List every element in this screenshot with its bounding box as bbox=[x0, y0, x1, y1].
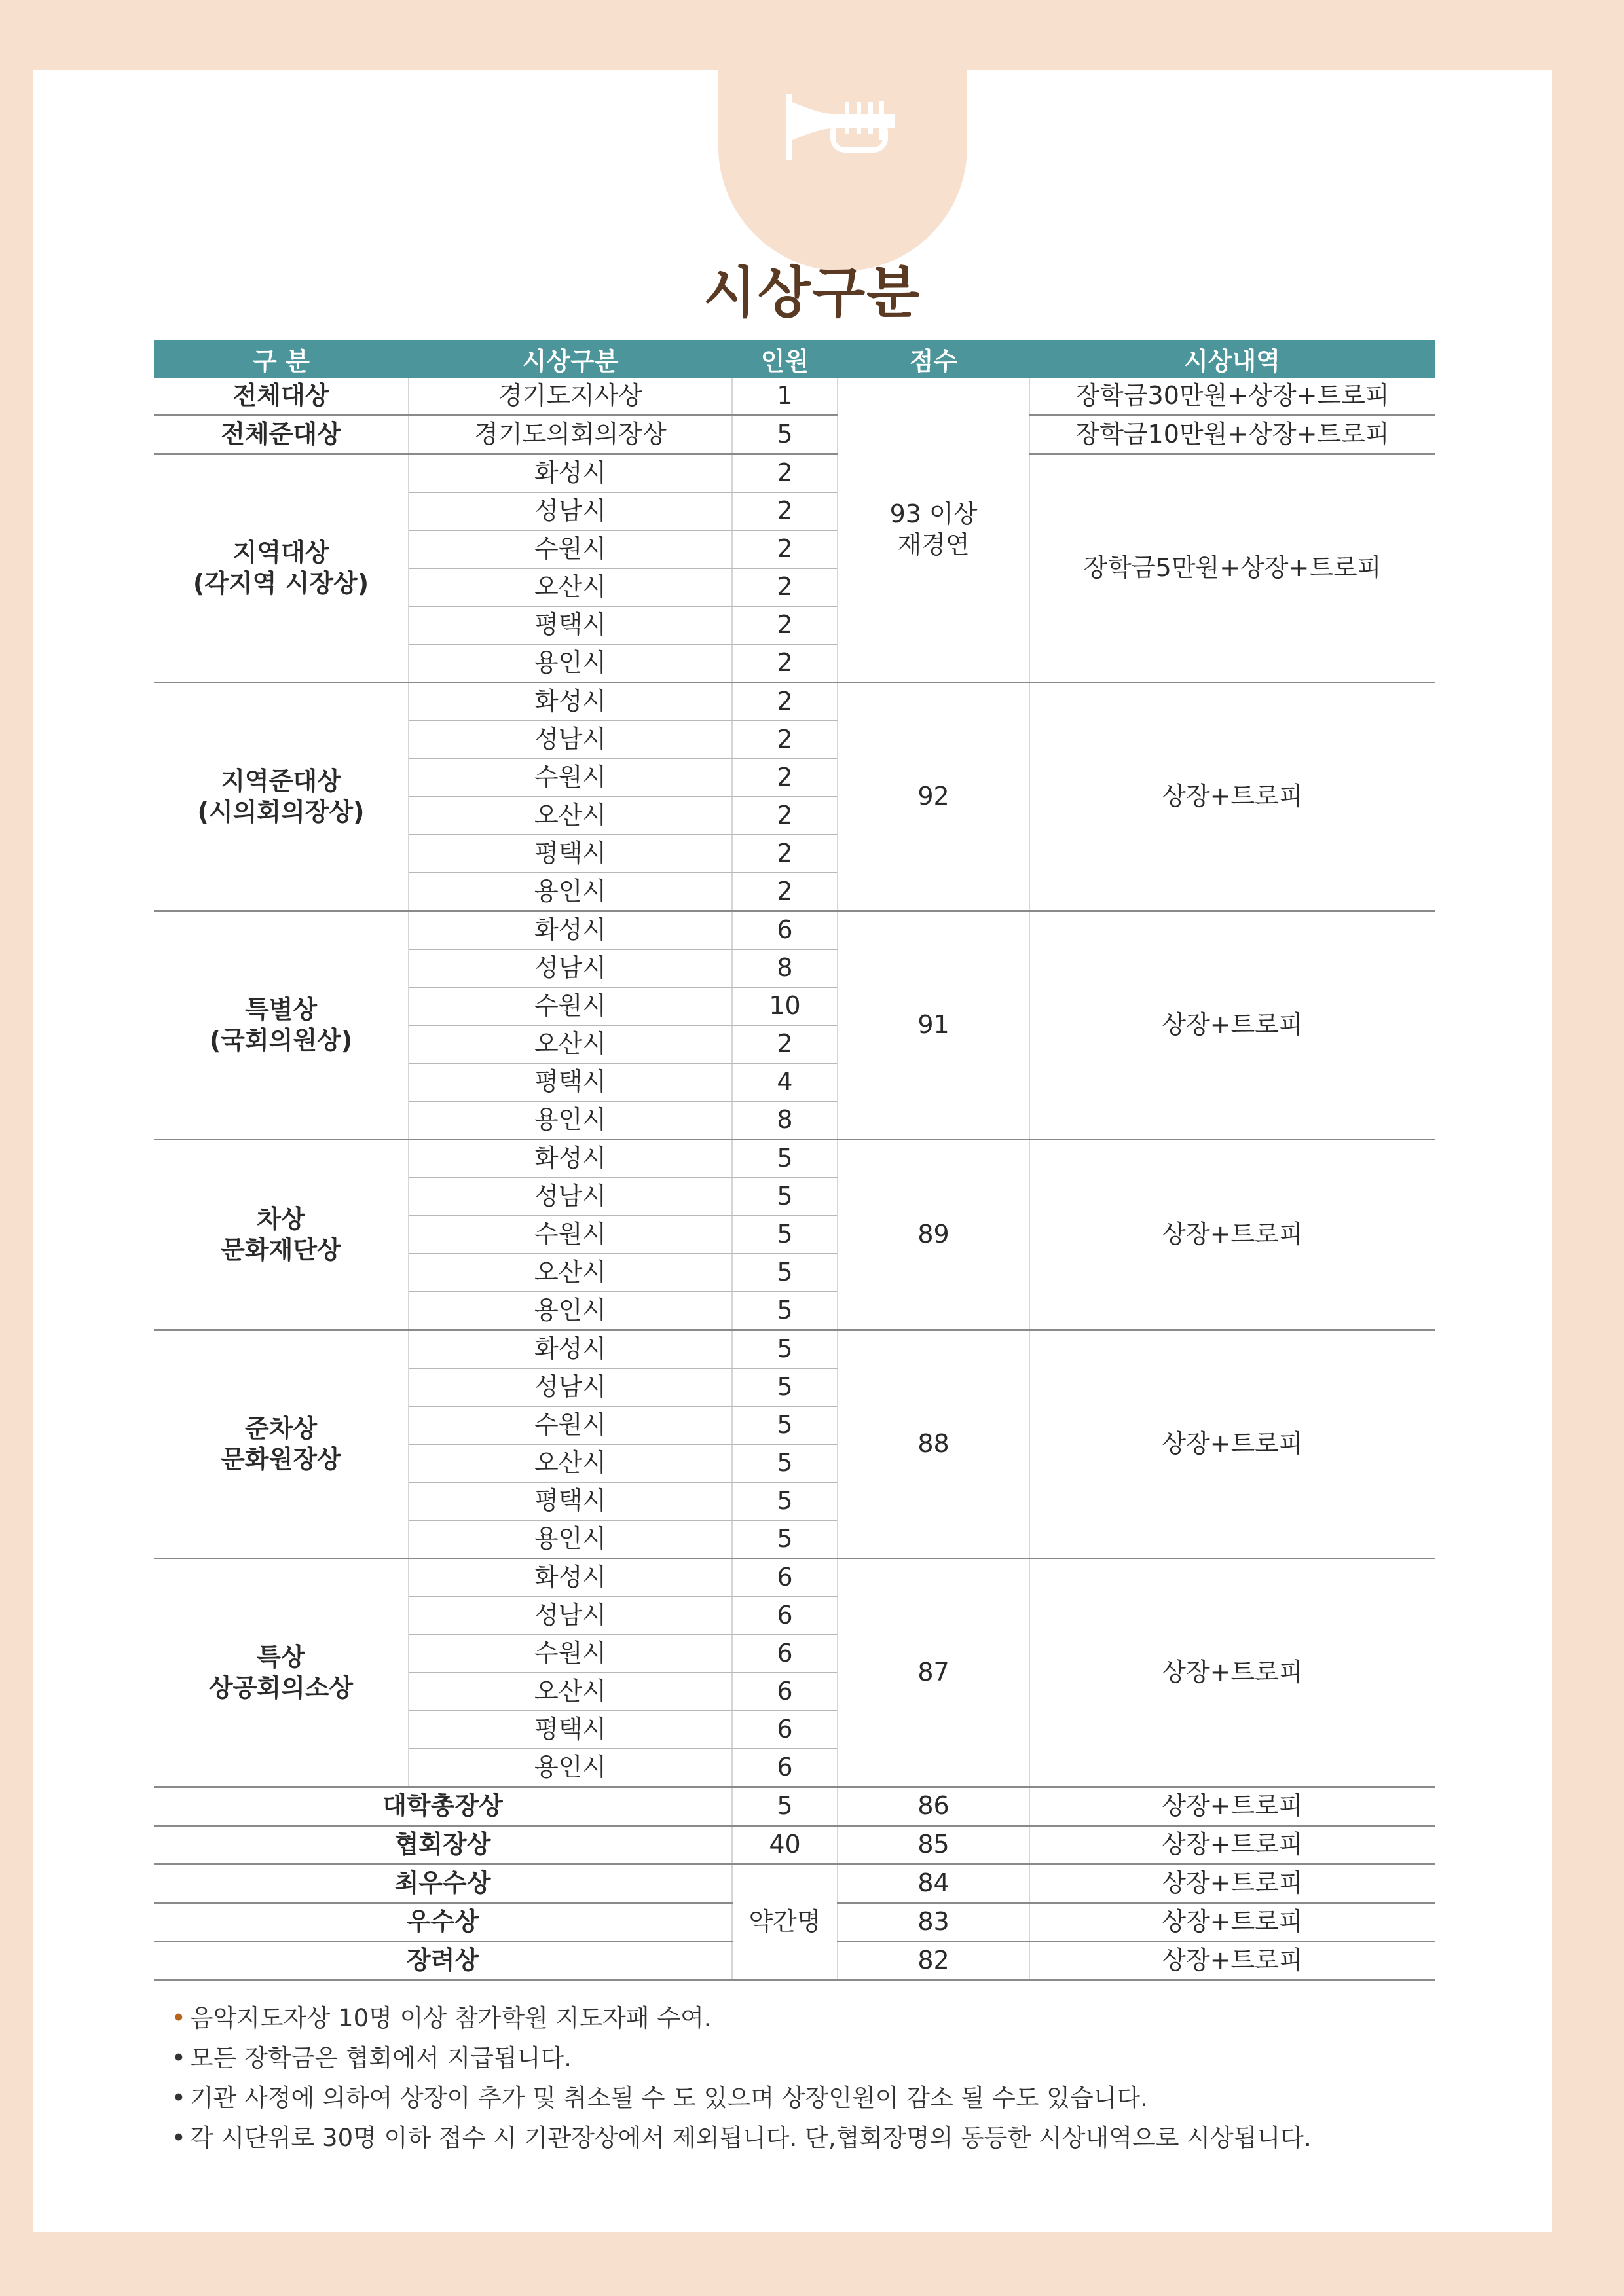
prize-cell: 상장+트로피 bbox=[1029, 911, 1435, 1140]
category-cell bbox=[154, 454, 409, 683]
note-text: 기관 사정에 의하여 상장이 추가 및 취소될 수 도 있으며 상장인원이 감소 될 수도 있습니다. bbox=[189, 2084, 1148, 2112]
table-row bbox=[154, 454, 1435, 493]
table-row bbox=[154, 1826, 1435, 1865]
count-cell: 2 bbox=[732, 1025, 838, 1063]
count-cell: 40 bbox=[732, 1826, 838, 1865]
city-cell: 용인시 bbox=[409, 1520, 732, 1559]
category-cell: 장려상 bbox=[154, 1942, 732, 1980]
city-cell: 성남시 bbox=[409, 949, 732, 987]
city-cell: 평택시 bbox=[409, 1063, 732, 1101]
category-cell: 최우수상 bbox=[154, 1865, 732, 1903]
count-cell: 5 bbox=[732, 1292, 838, 1330]
category-cell-line: (시의회의장상) bbox=[197, 797, 365, 826]
category-cell-line: 지역대상 bbox=[232, 538, 329, 567]
note-item bbox=[172, 1998, 1312, 2038]
count-cell: 2 bbox=[732, 721, 838, 759]
count-cell: 2 bbox=[732, 530, 838, 568]
category-cell: 협회장상 bbox=[154, 1826, 732, 1865]
count-cell: 2 bbox=[732, 644, 838, 683]
bullet-icon: • bbox=[172, 2004, 186, 2032]
category-cell bbox=[154, 1330, 409, 1559]
score-cell: 83 bbox=[838, 1903, 1029, 1942]
table-row bbox=[154, 1787, 1435, 1826]
city-cell: 수원시 bbox=[409, 759, 732, 797]
score-cell: 86 bbox=[838, 1787, 1029, 1826]
count-cell: 2 bbox=[732, 759, 838, 797]
city-cell: 수원시 bbox=[409, 530, 732, 568]
count-cell: 5 bbox=[732, 1254, 838, 1292]
count-cell: 6 bbox=[732, 911, 838, 950]
category-cell-line: 상공회의소상 bbox=[208, 1673, 354, 1702]
count-cell: 5 bbox=[732, 1330, 838, 1369]
score-cell-line: 재경연 bbox=[897, 530, 970, 559]
prize-cell: 상장+트로피 bbox=[1029, 1942, 1435, 1980]
city-cell: 용인시 bbox=[409, 644, 732, 683]
category-cell-line: 특별상 bbox=[244, 994, 318, 1024]
note-text: 음악지도자상 10명 이상 참가학원 지도자패 수여. bbox=[189, 2004, 712, 2032]
city-cell: 화성시 bbox=[409, 1330, 732, 1369]
count-cell: 1 bbox=[732, 378, 838, 416]
count-cell: 5 bbox=[732, 1520, 838, 1559]
header-category: 구 분 bbox=[154, 340, 409, 378]
city-cell: 용인시 bbox=[409, 1292, 732, 1330]
city-cell: 평택시 bbox=[409, 606, 732, 644]
count-cell: 6 bbox=[732, 1749, 838, 1787]
count-cell: 5 bbox=[732, 1216, 838, 1254]
count-cell: 5 bbox=[732, 1787, 838, 1826]
count-cell: 6 bbox=[732, 1673, 838, 1711]
count-cell: 약간명 bbox=[732, 1865, 838, 1980]
city-cell: 수원시 bbox=[409, 1635, 732, 1673]
category-cell bbox=[154, 1140, 409, 1330]
score-cell: 87 bbox=[838, 1559, 1029, 1787]
city-cell: 수원시 bbox=[409, 1216, 732, 1254]
count-cell: 2 bbox=[732, 454, 838, 493]
count-cell: 2 bbox=[732, 873, 838, 911]
score-cell-line: 93 이상 bbox=[889, 499, 978, 528]
table-row bbox=[154, 1330, 1435, 1369]
city-cell: 화성시 bbox=[409, 683, 732, 721]
city-cell: 성남시 bbox=[409, 1597, 732, 1635]
count-cell: 5 bbox=[732, 1140, 838, 1178]
city-cell: 오산시 bbox=[409, 1444, 732, 1482]
city-cell: 화성시 bbox=[409, 911, 732, 950]
table-row bbox=[154, 1865, 1435, 1903]
trumpet-icon bbox=[781, 88, 905, 166]
count-cell: 5 bbox=[732, 416, 838, 454]
score-cell: 92 bbox=[838, 683, 1029, 911]
count-cell: 2 bbox=[732, 835, 838, 873]
note-item bbox=[172, 2038, 1312, 2078]
category-cell-line: (각지역 시장상) bbox=[193, 569, 369, 598]
note-item bbox=[172, 2118, 1312, 2158]
city-cell: 화성시 bbox=[409, 454, 732, 493]
notes-list bbox=[172, 1998, 1312, 2158]
category-cell: 우수상 bbox=[154, 1903, 732, 1942]
prize-cell: 상장+트로피 bbox=[1029, 1559, 1435, 1787]
score-cell: 91 bbox=[838, 911, 1029, 1140]
count-cell: 2 bbox=[732, 568, 838, 606]
prize-cell: 상장+트로피 bbox=[1029, 1903, 1435, 1942]
table-row bbox=[154, 416, 1435, 454]
score-cell: 85 bbox=[838, 1826, 1029, 1865]
city-cell: 오산시 bbox=[409, 797, 732, 835]
count-cell: 6 bbox=[732, 1711, 838, 1749]
count-cell: 5 bbox=[732, 1482, 838, 1520]
count-cell: 6 bbox=[732, 1597, 838, 1635]
city-cell: 평택시 bbox=[409, 1482, 732, 1520]
city-cell: 용인시 bbox=[409, 873, 732, 911]
count-cell: 2 bbox=[732, 492, 838, 530]
award-cell: 경기도의회의장상 bbox=[409, 416, 732, 454]
prize-cell: 장학금5만원+상장+트로피 bbox=[1029, 454, 1435, 683]
table-body bbox=[154, 378, 1435, 1980]
count-cell: 8 bbox=[732, 1101, 838, 1140]
category-cell-line: 지역준대상 bbox=[221, 766, 341, 795]
score-cell: 88 bbox=[838, 1330, 1029, 1559]
category-cell bbox=[154, 911, 409, 1140]
category-cell bbox=[154, 1559, 409, 1787]
category-cell bbox=[154, 683, 409, 911]
city-cell: 수원시 bbox=[409, 1406, 732, 1444]
city-cell: 오산시 bbox=[409, 568, 732, 606]
bullet-icon: • bbox=[172, 2084, 186, 2112]
note-item bbox=[172, 2078, 1312, 2118]
category-cell-line: 차상 bbox=[257, 1204, 305, 1233]
score-cell: 84 bbox=[838, 1865, 1029, 1903]
city-cell: 성남시 bbox=[409, 1178, 732, 1216]
header-count: 인원 bbox=[732, 340, 838, 378]
note-text: 각 시단위로 30명 이하 접수 시 기관장상에서 제외됩니다. 단,협회장명의 동등한 시상내역으로 시상됩니다. bbox=[189, 2124, 1312, 2152]
bullet-icon: • bbox=[172, 2044, 186, 2072]
category-cell-line: 준차상 bbox=[244, 1413, 318, 1443]
prize-cell: 장학금30만원+상장+트로피 bbox=[1029, 378, 1435, 416]
city-cell: 오산시 bbox=[409, 1254, 732, 1292]
trumpet-badge bbox=[718, 48, 967, 271]
city-cell: 용인시 bbox=[409, 1101, 732, 1140]
prize-cell: 상장+트로피 bbox=[1029, 1826, 1435, 1865]
count-cell: 6 bbox=[732, 1635, 838, 1673]
table-row bbox=[154, 1140, 1435, 1178]
count-cell: 5 bbox=[732, 1178, 838, 1216]
score-cell: 89 bbox=[838, 1140, 1029, 1330]
category-cell: 대학총장상 bbox=[154, 1787, 732, 1826]
prize-cell: 상장+트로피 bbox=[1029, 1787, 1435, 1826]
prize-cell: 상장+트로피 bbox=[1029, 1330, 1435, 1559]
header-award: 시상구분 bbox=[409, 340, 732, 378]
count-cell: 2 bbox=[732, 797, 838, 835]
header-score: 점수 bbox=[838, 340, 1029, 378]
count-cell: 4 bbox=[732, 1063, 838, 1101]
city-cell: 화성시 bbox=[409, 1140, 732, 1178]
count-cell: 5 bbox=[732, 1368, 838, 1406]
award-table bbox=[154, 340, 1435, 1981]
award-cell: 경기도지사상 bbox=[409, 378, 732, 416]
score-cell: 82 bbox=[838, 1942, 1029, 1980]
city-cell: 성남시 bbox=[409, 492, 732, 530]
category-cell-line: 문화재단상 bbox=[221, 1235, 341, 1264]
prize-cell: 상장+트로피 bbox=[1029, 1865, 1435, 1903]
category-cell-line: 특상 bbox=[257, 1642, 305, 1671]
prize-cell: 상장+트로피 bbox=[1029, 1140, 1435, 1330]
city-cell: 용인시 bbox=[409, 1749, 732, 1787]
count-cell: 2 bbox=[732, 683, 838, 721]
city-cell: 평택시 bbox=[409, 1711, 732, 1749]
count-cell: 5 bbox=[732, 1444, 838, 1482]
category-cell-line: 문화원장상 bbox=[221, 1445, 341, 1474]
bullet-icon: • bbox=[172, 2124, 186, 2152]
category-cell: 전체준대상 bbox=[154, 416, 409, 454]
table-row bbox=[154, 683, 1435, 721]
city-cell: 오산시 bbox=[409, 1025, 732, 1063]
city-cell: 화성시 bbox=[409, 1559, 732, 1597]
count-cell: 10 bbox=[732, 987, 838, 1025]
count-cell: 2 bbox=[732, 606, 838, 644]
city-cell: 평택시 bbox=[409, 835, 732, 873]
prize-cell: 상장+트로피 bbox=[1029, 683, 1435, 911]
city-cell: 성남시 bbox=[409, 1368, 732, 1406]
count-cell: 5 bbox=[732, 1406, 838, 1444]
score-cell bbox=[838, 378, 1029, 683]
header-prize: 시상내역 bbox=[1029, 340, 1435, 378]
note-text: 모든 장학금은 협회에서 지급됩니다. bbox=[189, 2044, 572, 2072]
page-title: 시상구분 bbox=[703, 261, 921, 325]
city-cell: 성남시 bbox=[409, 721, 732, 759]
count-cell: 8 bbox=[732, 949, 838, 987]
table-row bbox=[154, 378, 1435, 416]
count-cell: 6 bbox=[732, 1559, 838, 1597]
table-row bbox=[154, 1559, 1435, 1597]
city-cell: 수원시 bbox=[409, 987, 732, 1025]
category-cell: 전체대상 bbox=[154, 378, 409, 416]
table-header-row bbox=[154, 340, 1435, 378]
category-cell-line: (국회의원상) bbox=[209, 1026, 353, 1055]
table-row bbox=[154, 911, 1435, 950]
city-cell: 오산시 bbox=[409, 1673, 732, 1711]
prize-cell: 장학금10만원+상장+트로피 bbox=[1029, 416, 1435, 454]
